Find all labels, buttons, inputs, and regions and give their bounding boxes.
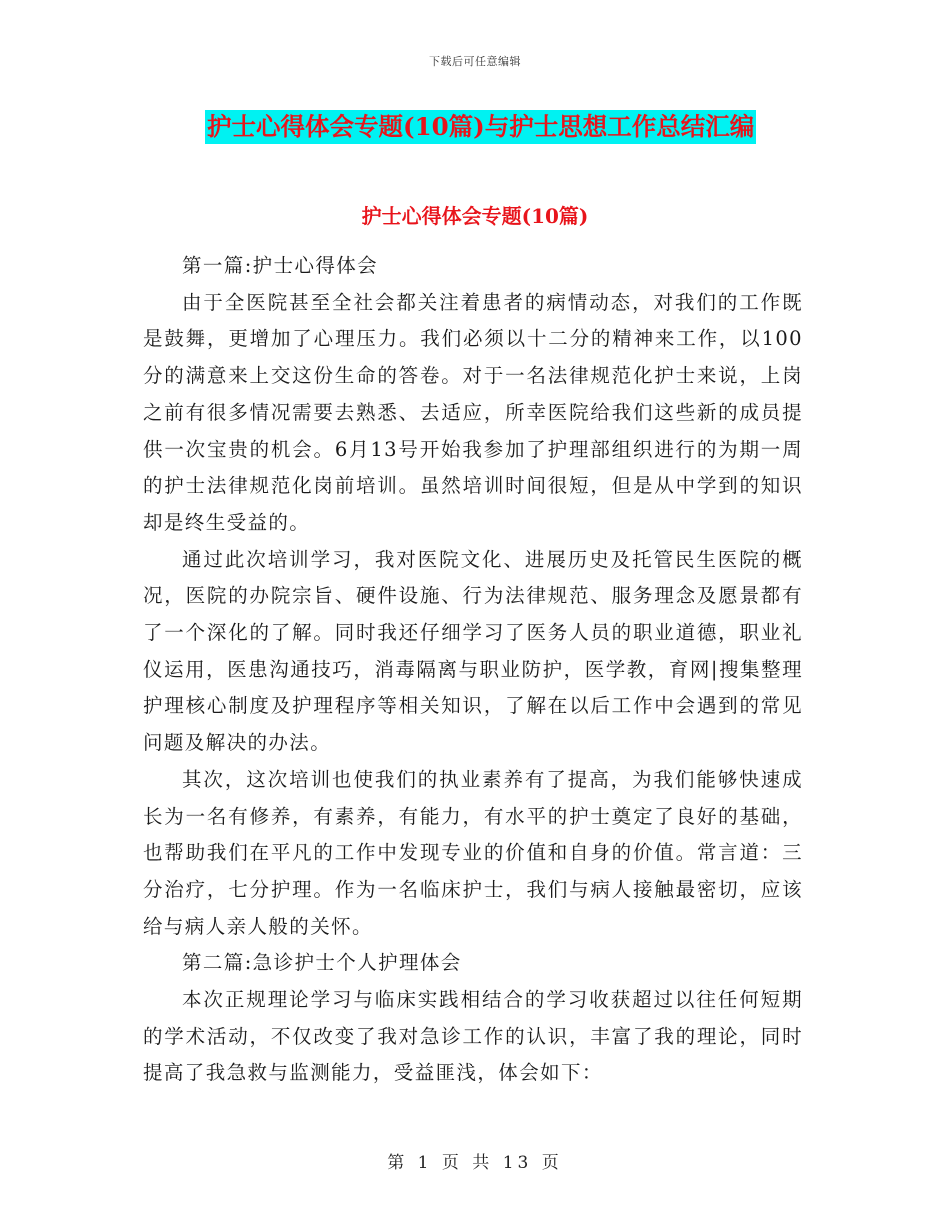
paragraph: 本次正规理论学习与临床实践相结合的学习收获超过以往任何短期的学术活动，不仅改变了我对急诊工作的认识，丰富了我的理论，同时提高了我急救与监测能力，受益匪浅，体会如下：: [143, 988, 803, 1085]
main-title: 护士心得体会专题(10篇)与护士思想工作总结汇编: [205, 110, 756, 144]
header-note: 下载后可任意编辑: [429, 55, 521, 68]
document-body: [143, 248, 803, 1092]
main-title-container: [205, 110, 795, 144]
paragraph: 其次，这次培训也使我们的执业素养有了提高，为我们能够快速成长为一名有修养，有素养，有能力，有水平的护士奠定了良好的基础，也帮助我们在平凡的工作中发现专业的价值和自身的价值。常言道：三分治疗，七分护理。作为一名临床护士，我们与病人接触最密切，应该给与病人亲人般的关怀。: [143, 767, 803, 938]
section-heading: 第一篇:护士心得体会: [182, 254, 379, 277]
paragraph: 由于全医院甚至全社会都关注着患者的病情动态，对我们的工作既是鼓舞，更增加了心理压力。我们必须以十二分的精神来工作，以100分的满意来上交这份生命的答卷。对于一名法律规范化护士来说，上岗之前有很多情况需要去熟悉、去适应，所幸医院给我们这些新的成员提供一次宝贵的机会。6月13号开始我参加了护理部组织进行的为期一周的护士法律规范化岗前培训。虽然培训时间很短，但是从中学到的知识却是终生受益的。: [143, 290, 803, 534]
page-footer: 第 1 页 共 13 页: [387, 1153, 563, 1173]
paragraph: 通过此次培训学习，我对医院文化、进展历史及托管民生医院的概况，医院的办院宗旨、硬件设施、行为法律规范、服务理念及愿景都有了一个深化的了解。同时我还仔细学习了医务人员的职业道德，职业礼仪运用，医患沟通技巧，消毒隔离与职业防护，医学教，育网|搜集整理护理核心制度及护理程序等相关知识，了解在以后工作中会遇到的常见问题及解决的办法。: [143, 547, 803, 755]
sub-title: 护士心得体会专题(10篇): [361, 204, 589, 228]
section-heading: 第二篇:急诊护士个人护理体会: [182, 951, 462, 975]
